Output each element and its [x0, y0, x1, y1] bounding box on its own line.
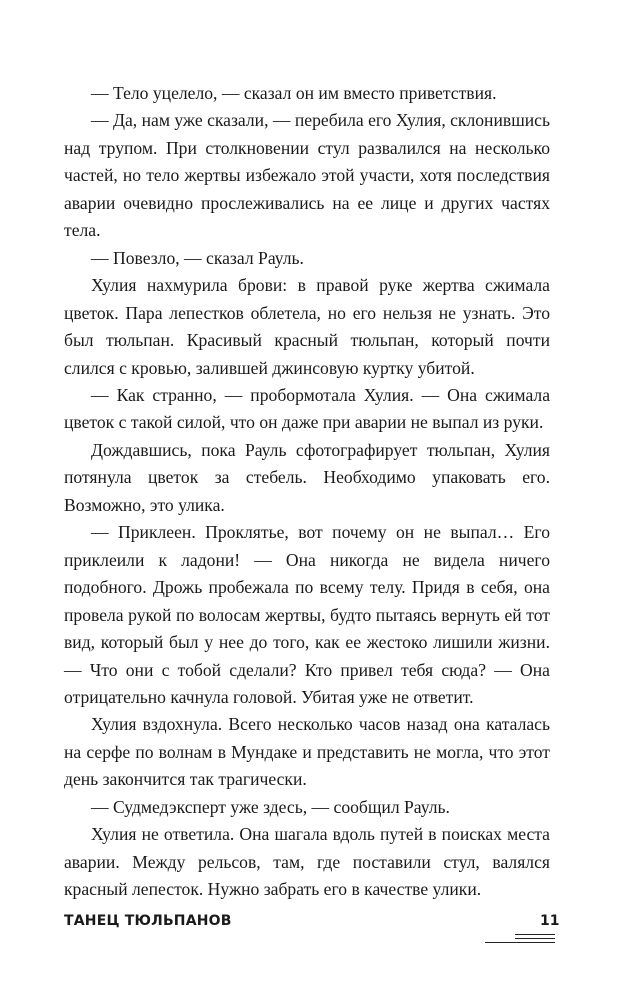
paragraph: — Тело уцелело, — сказал он им вместо приветствия.: [91, 83, 497, 103]
footer-rule: [515, 938, 555, 939]
footer-rule: [515, 934, 555, 935]
paragraph: Хулия не ответила. Она шагала вдоль путей в поисках места аварии. Между рельсов, там, где поставили стул, валялся красный лепесток. Нужно забрать его в качестве улики.: [64, 824, 550, 900]
paragraph: — Да, нам уже сказали, — перебила его Хулия, склонившись над трупом. При столкновении стул развалился на несколько частей, но тело жертвы избежало этой участи, хотя последствия аварии очевидно прослеживались на ее лице и других частях тела.: [64, 110, 550, 241]
running-title: ТАНЕЦ ТЮЛЬПАНОВ: [64, 913, 232, 929]
paragraph: Хулия вздохнула. Всего несколько часов назад она каталась на серфе по волнам в Мундаке и представить не могла, что этот день закончится так трагически.: [64, 714, 550, 790]
paragraph: — Судмедэксперт уже здесь, — сообщил Рауль.: [91, 796, 450, 817]
paragraph: Хулия нахмурила брови: в правой руке жертва сжимала цветок. Пара лепестков облетела, но его нельзя не узнать. Это был тюльпан. Красивый красный тюльпан, который почти слился с кровью, залившей джинсовую куртку убитой.: [64, 275, 550, 378]
footer-rule: [485, 942, 555, 943]
page-number: 11: [540, 913, 560, 929]
paragraph: — Повезло, — сказал Рауль.: [91, 247, 304, 268]
paragraph: — Как странно, — пробормотала Хулия. — Она сжимала цветок с такой силой, что он даже при аварии не выпал из руки.: [64, 384, 550, 433]
paragraph: — Приклеен. Проклятье, вот почему он не выпал… Его приклеили к ладони! — Она никогда не видела ничего подобного. Дрожь пробежала по всему телу. Придя в себя, она провела рукой по волосам жертвы, будто пытаясь вернуть ей тот вид, который был у нее до того, как ее жестоко лишили жизни. — Что они с тобой сделали? Кто привел тебя сюда? — Она отрицательно качнула головой. Убитая уже не ответит.: [64, 522, 550, 707]
paragraph: Дождавшись, пока Рауль сфотографирует тюльпан, Хулия потянула цветок за стебель. Необходимо упаковать его. Возможно, это улика.: [64, 439, 550, 515]
body-text: [64, 80, 550, 904]
